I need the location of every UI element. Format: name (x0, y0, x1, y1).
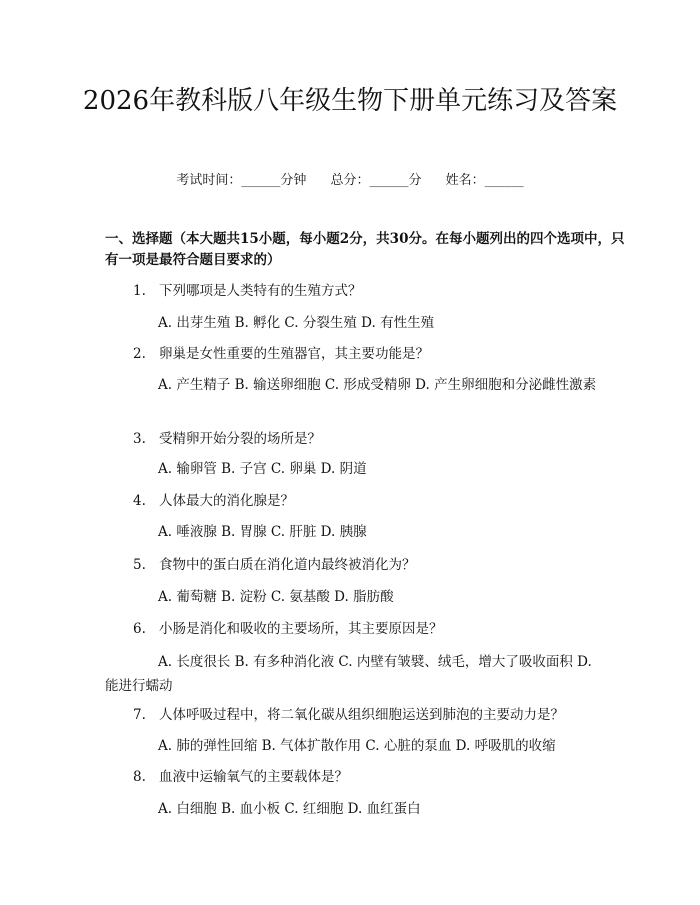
question-7-options: A. 肺的弹性回缩 B. 气体扩散作用 C. 心脏的泵血 D. 呼吸肌的收缩 (158, 738, 556, 754)
question-1-options: A. 出芽生殖 B. 孵化 C. 分裂生殖 D. 有性生殖 (158, 315, 435, 331)
exam-time-field: 考试时间：______分钟 (176, 173, 307, 188)
question-6-options: A. 长度很长 B. 有多种消化液 C. 内壁有皱襞、绒毛，增大了吸收面积 D. 能进行蠕动 (105, 654, 592, 694)
question-number: 3. (133, 431, 146, 447)
page-title: 2026年教科版八年级生物下册单元练习及答案 (82, 86, 618, 116)
total-score-field: 总分：______分 (330, 173, 422, 188)
question-text: 人体呼吸过程中，将二氧化碳从组织细胞运送到肺泡的主要动力是？ (159, 707, 564, 723)
question-number: 7. (133, 707, 146, 723)
question-2-options: A. 产生精子 B. 输送卵细胞 C. 形成受精卵 D. 产生卵细胞和分泌雌性激素 (158, 377, 597, 393)
question-text: 血液中运输氧气的主要载体是？ (159, 769, 348, 785)
question-7 (133, 705, 564, 725)
question-number: 2. (133, 346, 146, 362)
question-number: 6. (133, 621, 146, 637)
question-text: 食物中的蛋白质在消化道内最终被消化为？ (159, 557, 416, 573)
question-3 (133, 429, 321, 449)
question-8-options: A. 白细胞 B. 血小板 C. 红细胞 D. 血红蛋白 (158, 801, 421, 817)
question-text: 卵巢是女性重要的生殖器官，其主要功能是？ (159, 346, 429, 362)
question-number: 1. (133, 283, 146, 299)
question-number: 8. (133, 769, 146, 785)
question-1 (133, 281, 362, 301)
question-6 (133, 619, 443, 639)
name-field: 姓名：______ (445, 173, 524, 188)
section-heading: 一、选择题（本大题共15小题，每小题2分，共30分。在每小题列出的四个选项中，只有一项是最符合题目要求的） (105, 231, 625, 268)
question-text: 受精卵开始分裂的场所是？ (159, 431, 321, 447)
question-4 (133, 491, 294, 511)
question-text: 人体最大的消化腺是？ (159, 493, 294, 509)
question-5 (133, 555, 416, 575)
question-number: 5. (133, 557, 146, 573)
question-3-options: A. 输卵管 B. 子宫 C. 卵巢 D. 阴道 (158, 461, 367, 477)
question-text: 下列哪项是人类特有的生殖方式？ (159, 283, 362, 299)
question-4-options: A. 唾液腺 B. 胃腺 C. 肝脏 D. 胰腺 (158, 524, 367, 540)
question-8 (133, 767, 348, 787)
question-number: 4. (133, 493, 146, 509)
question-text: 小肠是消化和吸收的主要场所，其主要原因是？ (159, 621, 443, 637)
question-5-options: A. 葡萄糖 B. 淀粉 C. 氨基酸 D. 脂肪酸 (158, 589, 394, 605)
exam-info-line (0, 169, 700, 188)
question-2 (133, 344, 429, 364)
